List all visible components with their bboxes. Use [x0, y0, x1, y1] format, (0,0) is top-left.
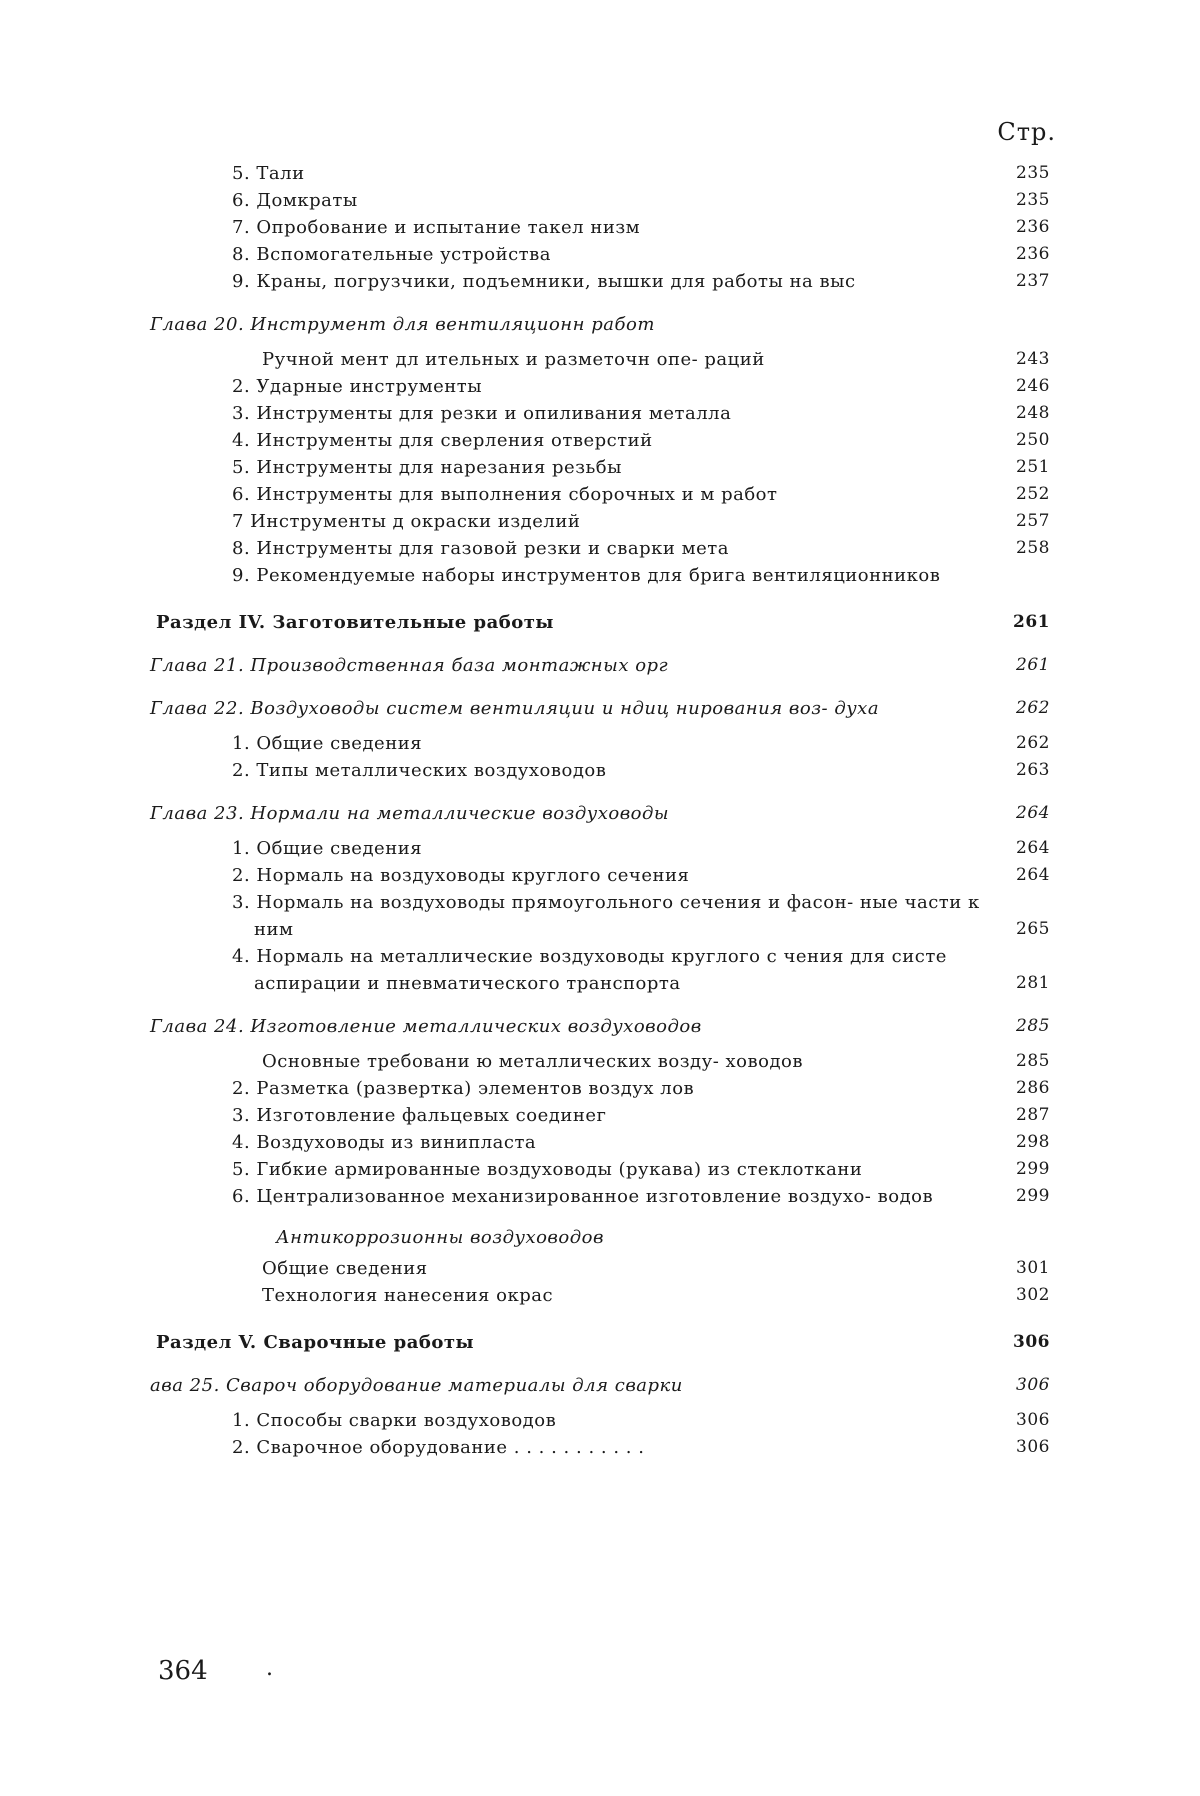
toc-entry — [150, 609, 1050, 636]
toc-entry-page: 298 — [1016, 1132, 1050, 1152]
toc-entry — [150, 1224, 1050, 1251]
toc-entry — [150, 862, 1050, 889]
toc-entry-title: 3. Инструменты для резки и опиливания металла — [232, 403, 732, 424]
toc-entry-page: 263 — [1016, 760, 1050, 780]
toc-entry — [150, 346, 1050, 373]
toc-entry-page: 306 — [1016, 1410, 1050, 1430]
toc-entry — [150, 943, 1050, 997]
toc-entry-title: Общие сведения — [262, 1258, 428, 1279]
toc-entry-page: 286 — [1016, 1078, 1050, 1098]
toc-entry — [150, 1013, 1050, 1040]
toc-entry — [150, 1129, 1050, 1156]
toc-entry-page: 287 — [1016, 1105, 1050, 1125]
toc-entry-page: 299 — [1016, 1159, 1050, 1179]
toc-entry-page: 262 — [1016, 733, 1050, 753]
toc-entry-page: 251 — [1016, 457, 1050, 477]
toc-entry — [150, 454, 1050, 481]
toc-entry-title: 4. Инструменты для сверления отверстий — [232, 430, 653, 451]
toc-entry-title: Раздел IV. Заготовительные работы — [156, 612, 554, 633]
toc-entry-page: 237 — [1016, 271, 1050, 291]
toc-entry — [150, 1282, 1050, 1309]
toc-entry — [150, 311, 1050, 338]
toc-entry-page: 250 — [1016, 430, 1050, 450]
toc-entry — [150, 695, 1050, 722]
toc-entry-title: 9. Краны, погрузчики, подъемники, вышки для работы на выс — [232, 271, 856, 292]
toc-entry — [150, 1329, 1050, 1356]
table-of-contents — [150, 160, 1050, 1461]
toc-entry-page: 252 — [1016, 484, 1050, 504]
toc-entry — [150, 1075, 1050, 1102]
toc-entry-title: 3. Изготовление фальцевых соединег — [232, 1105, 607, 1126]
toc-entry — [150, 835, 1050, 862]
toc-entry — [150, 1048, 1050, 1075]
toc-entry-title: Глава 20. Инструмент для вентиляционн работ — [150, 314, 655, 335]
toc-entry-page: 261 — [1016, 655, 1050, 675]
toc-entry-page: 264 — [1016, 803, 1050, 823]
toc-entry — [150, 241, 1050, 268]
page-column-header: Стр. — [997, 118, 1056, 146]
toc-entry-page: 246 — [1016, 376, 1050, 396]
toc-entry-page: 264 — [1016, 838, 1050, 858]
toc-entry — [150, 268, 1050, 295]
toc-entry-title: Антикоррозионны воздуховодов — [276, 1227, 604, 1248]
toc-entry — [150, 800, 1050, 827]
toc-entry-page: 306 — [1016, 1437, 1050, 1457]
toc-entry-title: 5. Тали — [232, 163, 305, 184]
toc-entry-title: 3. Нормаль на воздуховоды прямоугольного сечения и фасон- ные части к ним — [232, 892, 980, 940]
toc-entry — [150, 1102, 1050, 1129]
toc-entry — [150, 1407, 1050, 1434]
toc-entry-title: 4. Нормаль на металлические воздуховоды круглого с чения для систе аспирации и пневматического транспорта — [232, 946, 947, 994]
toc-entry-title: 6. Домкраты — [232, 190, 358, 211]
toc-entry — [150, 535, 1050, 562]
toc-entry — [150, 373, 1050, 400]
toc-entry-title: 2. Типы металлических воздуховодов — [232, 760, 607, 781]
footer-mark: . — [266, 1656, 273, 1681]
toc-entry — [150, 889, 1050, 943]
toc-entry-page: 301 — [1016, 1258, 1050, 1278]
toc-entry-title: 2. Ударные инструменты — [232, 376, 483, 397]
toc-entry-title: Технология нанесения окрас — [262, 1285, 554, 1306]
toc-entry-page: 236 — [1016, 244, 1050, 264]
toc-entry — [150, 1156, 1050, 1183]
toc-entry — [150, 562, 1050, 589]
toc-entry-title: Раздел V. Сварочные работы — [156, 1332, 475, 1353]
toc-entry-page: 281 — [1016, 973, 1050, 993]
toc-entry-title: 1. Общие сведения — [232, 838, 423, 859]
toc-entry — [150, 481, 1050, 508]
toc-entry-title: 6. Инструменты для выполнения сборочных и м работ — [232, 484, 778, 505]
toc-entry-title: Основные требовани ю металлических возду- ховодов — [262, 1051, 804, 1072]
toc-entry-title: 9. Рекомендуемые наборы инструментов для брига вентиляционников — [232, 565, 941, 586]
toc-entry-page: 302 — [1016, 1285, 1050, 1305]
toc-entry-page: 265 — [1016, 919, 1050, 939]
toc-entry — [150, 652, 1050, 679]
toc-entry-page: 285 — [1016, 1051, 1050, 1071]
toc-entry-title: Глава 21. Производственная база монтажных орг — [150, 655, 669, 676]
toc-entry-title: 2. Разметка (развертка) элементов воздух лов — [232, 1078, 695, 1099]
toc-entry-page: 236 — [1016, 217, 1050, 237]
toc-entry-title: 1. Способы сварки воздуховодов — [232, 1410, 557, 1431]
toc-entry-title: 8. Инструменты для газовой резки и сварки мета — [232, 538, 729, 559]
toc-entry — [150, 730, 1050, 757]
toc-entry-title: 7 Инструменты д окраски изделий — [232, 511, 581, 532]
toc-entry-title: 4. Воздуховоды из винипласта — [232, 1132, 537, 1153]
toc-entry-page: 235 — [1016, 163, 1050, 183]
toc-entry-page: 262 — [1016, 698, 1050, 718]
toc-entry-title: Глава 23. Нормали на металлические воздуховоды — [150, 803, 670, 824]
toc-entry — [150, 187, 1050, 214]
toc-entry-title: 6. Централизованное механизированное изготовление воздухо- водов — [232, 1186, 934, 1207]
toc-entry — [150, 1372, 1050, 1399]
toc-entry — [150, 1434, 1050, 1461]
toc-entry-title: 7. Опробование и испытание такел низм — [232, 217, 641, 238]
toc-entry-title: 5. Инструменты для нарезания резьбы — [232, 457, 622, 478]
toc-entry-title: 1. Общие сведения — [232, 733, 423, 754]
toc-entry-title: Глава 24. Изготовление металлических воздуховодов — [150, 1016, 702, 1037]
toc-entry-page: 261 — [1013, 612, 1050, 632]
toc-entry — [150, 427, 1050, 454]
toc-entry-title: 2. Сварочное оборудование . . . . . . . . . . . — [232, 1437, 645, 1458]
toc-entry-page: 306 — [1013, 1332, 1050, 1352]
page-number: 364 — [158, 1656, 208, 1686]
toc-entry-page: 248 — [1016, 403, 1050, 423]
toc-entry-title: 8. Вспомогательные устройства — [232, 244, 551, 265]
toc-entry — [150, 508, 1050, 535]
toc-entry-title: Глава 22. Воздуховоды систем вентиляции и ндиц нирования воз- духа — [150, 698, 880, 719]
toc-entry — [150, 1183, 1050, 1210]
toc-entry-page: 235 — [1016, 190, 1050, 210]
toc-entry-title: Ручной мент дл ительных и разметочн опе- раций — [262, 349, 765, 370]
toc-entry — [150, 1255, 1050, 1282]
toc-entry — [150, 400, 1050, 427]
toc-entry-title: 5. Гибкие армированные воздуховоды (рукава) из стеклоткани — [232, 1159, 863, 1180]
toc-entry-page: 264 — [1016, 865, 1050, 885]
toc-entry — [150, 160, 1050, 187]
toc-entry-page: 306 — [1016, 1375, 1050, 1395]
toc-entry-page: 243 — [1016, 349, 1050, 369]
toc-entry-page: 285 — [1016, 1016, 1050, 1036]
toc-entry-title: ава 25. Свароч оборудование материалы для сварки — [150, 1375, 683, 1396]
toc-entry-page: 257 — [1016, 511, 1050, 531]
toc-entry — [150, 757, 1050, 784]
toc-entry-title: 2. Нормаль на воздуховоды круглого сечения — [232, 865, 690, 886]
toc-entry — [150, 214, 1050, 241]
toc-entry-page: 258 — [1016, 538, 1050, 558]
toc-entry-page: 299 — [1016, 1186, 1050, 1206]
